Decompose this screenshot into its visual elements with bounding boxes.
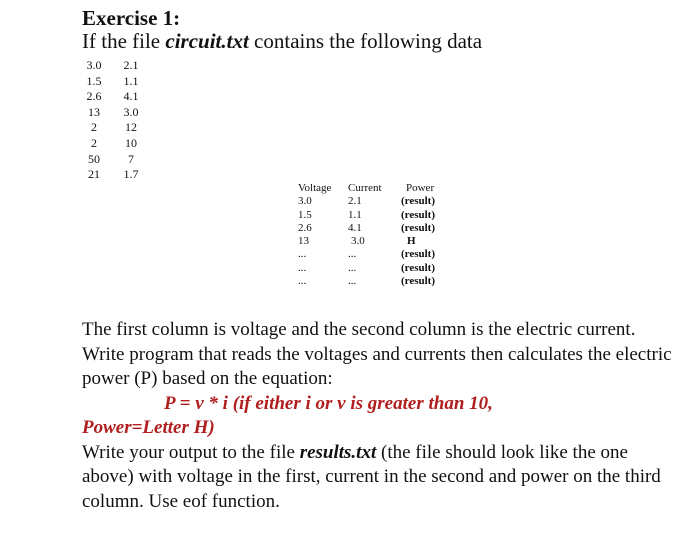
power-cell: (result): [401, 221, 436, 234]
voltage-cell: 2.6: [298, 221, 312, 234]
voltage-cell: 50: [88, 151, 100, 166]
intro-line: [82, 29, 482, 54]
voltage-cell: ...: [298, 275, 307, 288]
current-cell: 1.1: [123, 73, 139, 88]
voltage-cell: 13: [298, 235, 309, 248]
intro-prefix: If the file: [82, 29, 166, 53]
voltage-cell: 13: [88, 104, 100, 119]
current-cell: 2.1: [123, 58, 139, 72]
current-cell: 3.0: [351, 235, 365, 248]
power-cell: H: [407, 235, 416, 248]
current-cell: 4.1: [348, 221, 362, 234]
current-cell: ...: [348, 275, 357, 288]
current-header: Current: [348, 182, 382, 194]
voltage-cell: 1.5: [86, 73, 102, 88]
voltage-cell: 3.0: [86, 58, 102, 72]
voltage-header: Voltage: [298, 182, 332, 194]
current-cell: 1.1: [348, 208, 362, 221]
instructions: [82, 318, 682, 514]
input-filename: circuit.txt: [165, 29, 249, 53]
voltage-cell: ...: [298, 261, 307, 274]
power-cell: (result): [401, 261, 436, 274]
current-cell: ...: [348, 248, 357, 261]
intro-suffix: contains the following data: [248, 29, 483, 53]
power-cell: (result): [401, 208, 436, 221]
exercise-title: Exercise 1:: [82, 6, 181, 30]
voltage-cell: 2.6: [86, 89, 102, 104]
equation-line-2: Power=Letter H): [82, 417, 215, 438]
equation-line-1: P = v * i (if either i or v is greater than 10,: [164, 392, 493, 414]
voltage-cell: 2: [91, 120, 97, 135]
voltage-cell: 21: [88, 167, 100, 182]
para2-suffix: (the file should look like the one above) with voltage in the first, current in the second and power on the third column. Use eof function.: [82, 441, 661, 512]
para2-prefix: Write your output to the file: [82, 441, 300, 463]
current-cell: 12: [125, 120, 137, 135]
power-header: Power: [406, 182, 435, 194]
output-filename: results.txt: [299, 441, 377, 463]
current-cell: ...: [348, 261, 357, 274]
voltage-cell: 3.0: [298, 195, 312, 208]
current-cell: 4.1: [123, 89, 139, 104]
current-cell: 7: [128, 151, 134, 166]
power-cell: (result): [401, 248, 436, 261]
voltage-cell: 2: [91, 135, 97, 150]
current-cell: 2.1: [348, 195, 362, 208]
power-cell: (result): [401, 195, 436, 208]
power-cell: (result): [401, 275, 436, 288]
current-cell: 10: [125, 135, 137, 150]
current-cell: 3.0: [123, 104, 139, 119]
voltage-cell: 1.5: [298, 208, 312, 221]
voltage-cell: ...: [298, 248, 307, 261]
instructions-paragraph-1: The first column is voltage and the second column is the electric current. Write program that reads the voltages and currents then calculates the electric power (P) based on the equation:: [82, 319, 672, 389]
instructions-paragraph-2: [82, 441, 682, 515]
current-cell: 1.7: [123, 167, 139, 182]
